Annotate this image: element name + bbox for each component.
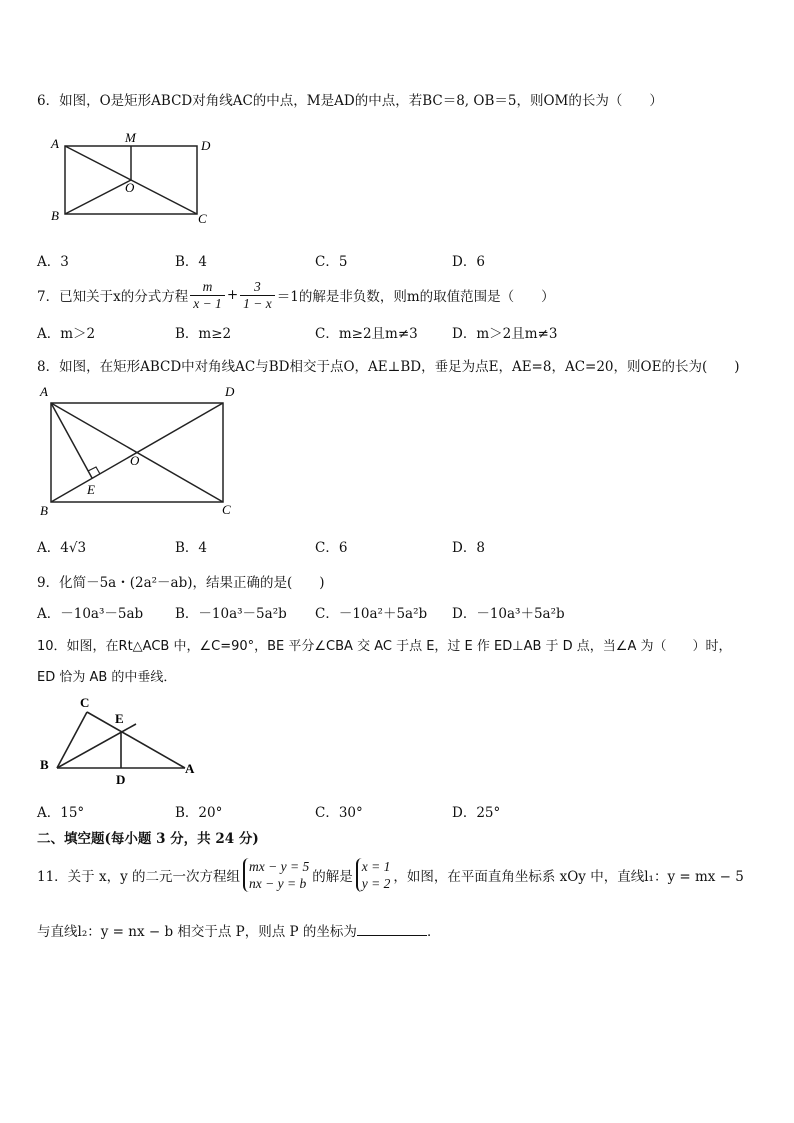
q10-label-c: C [80, 695, 90, 710]
q8-figure [35, 382, 245, 522]
section-2-title: 二、填空题(每小题 3 分，共 24 分) [37, 831, 259, 847]
q11-answer-blank[interactable] [357, 923, 427, 936]
q7-fraction-1 [190, 279, 225, 312]
q8-label-b: B [40, 503, 48, 518]
q11-system-2 [356, 858, 391, 892]
q11-prefix: 11．关于 x，y 的二元一次方程组 [37, 869, 241, 885]
q8-option-c: C．6 [315, 540, 348, 556]
q7-frac1-den: x − 1 [193, 295, 222, 311]
q10-label-d: D [116, 772, 126, 787]
q11-system-1 [243, 858, 309, 892]
q7-stem [37, 275, 555, 315]
q6-label-m: M [125, 130, 136, 145]
q7-option-c: C．m≥2且m≠3 [315, 326, 418, 342]
q11-suffix: ，如图，在平面直角坐标系 xOy 中，直线l₁：y = mx − 5 [393, 869, 744, 885]
q6-option-a: A．3 [37, 254, 69, 270]
q7-frac1-num: m [190, 279, 225, 296]
q6-option-d: D．6 [452, 254, 485, 270]
q8-option-b: B．4 [175, 540, 208, 556]
q10-option-c: C．30° [315, 805, 363, 821]
q10-option-d: D．25° [452, 805, 501, 821]
q7-prefix: 7．已知关于x的分式方程 [37, 289, 189, 305]
q8-label-a: A [40, 384, 48, 399]
q11-system-1-eq1: mx − y = 5 [249, 859, 310, 874]
q10-option-b: B．20° [175, 805, 223, 821]
q6-stem: 6．如图，O是矩形ABCD对角线AC的中点，M是AD的中点，若BC＝8, OB＝5，则OM的长为（ ） [37, 93, 663, 109]
q10-stem-line2: ED 恰为 AB 的中垂线． [37, 670, 177, 685]
q6-label-o: O [125, 180, 135, 195]
q8-label-e: E [87, 482, 95, 497]
q10-label-a: A [185, 761, 195, 776]
q10-figure [35, 692, 205, 792]
q7-frac2-num: 3 [240, 279, 275, 296]
q11-end: ． [426, 924, 441, 940]
q9-stem: 9．化简－5a・(2a²－ab)，结果正确的是( ) [37, 575, 325, 591]
q6-label-d: D [201, 138, 211, 153]
q9-option-b: B．－10a³－5a²b [175, 606, 287, 622]
q11-system-1-eq2: nx − y = b [249, 876, 307, 891]
q8-option-d: D．8 [452, 540, 485, 556]
q6-label-c: C [198, 211, 207, 226]
q11-line2 [37, 920, 440, 940]
q9-option-d: D．－10a³＋5a²b [452, 606, 565, 622]
q10-segment-ca [87, 712, 185, 768]
q7-option-a: A．m＞2 [37, 326, 96, 342]
q6-option-b: B．4 [175, 254, 208, 270]
q9-option-c: C．－10a²＋5a²b [315, 606, 428, 622]
q10-label-e: E [115, 711, 124, 726]
q11-system-2-eq1: x = 1 [361, 859, 391, 874]
q7-frac2-den: 1 − x [243, 295, 272, 311]
q7-suffix: ＝1的解是非负数，则m的取值范围是（ ） [276, 289, 555, 305]
q11-system-2-eq2: y = 2 [361, 876, 391, 891]
q7-option-d: D．m＞2且m≠3 [452, 326, 558, 342]
q7-plus: + [226, 287, 239, 303]
q8-label-o: O [130, 453, 140, 468]
q6-label-a: A [51, 136, 59, 151]
q10-label-b: B [40, 757, 49, 772]
q6-segment-bo [65, 180, 131, 214]
q6-option-c: C．5 [315, 254, 348, 270]
q7-fraction-2 [240, 279, 275, 312]
q7-option-b: B．m≥2 [175, 326, 232, 342]
q9-option-a: A．－10a³－5ab [37, 606, 144, 622]
q10-option-a: A．15° [37, 805, 85, 821]
q10-stem-line1: 10．如图，在Rt△ACB 中，∠C=90°，BE 平分∠CBA 交 AC 于点 E，过 E 作 ED⊥AB 于 D 点，当∠A 为（ ）时， [37, 639, 732, 654]
q8-label-c: C [222, 502, 231, 517]
q8-label-d: D [225, 384, 235, 399]
q11-line1 [37, 852, 744, 898]
q8-option-a: A．4√3 [37, 540, 87, 556]
q8-stem: 8．如图，在矩形ABCD中对角线AC与BD相交于点O，AE⊥BD，垂足为点E，AE=8，AC=20，则OE的长为( ) [37, 359, 740, 375]
q11-line2-text: 与直线l₂：y = nx − b 相交于点 P，则点 P 的坐标为 [37, 924, 357, 940]
q6-label-b: B [51, 208, 59, 223]
q6-figure [45, 130, 225, 230]
q11-mid: 的解是 [312, 869, 353, 885]
